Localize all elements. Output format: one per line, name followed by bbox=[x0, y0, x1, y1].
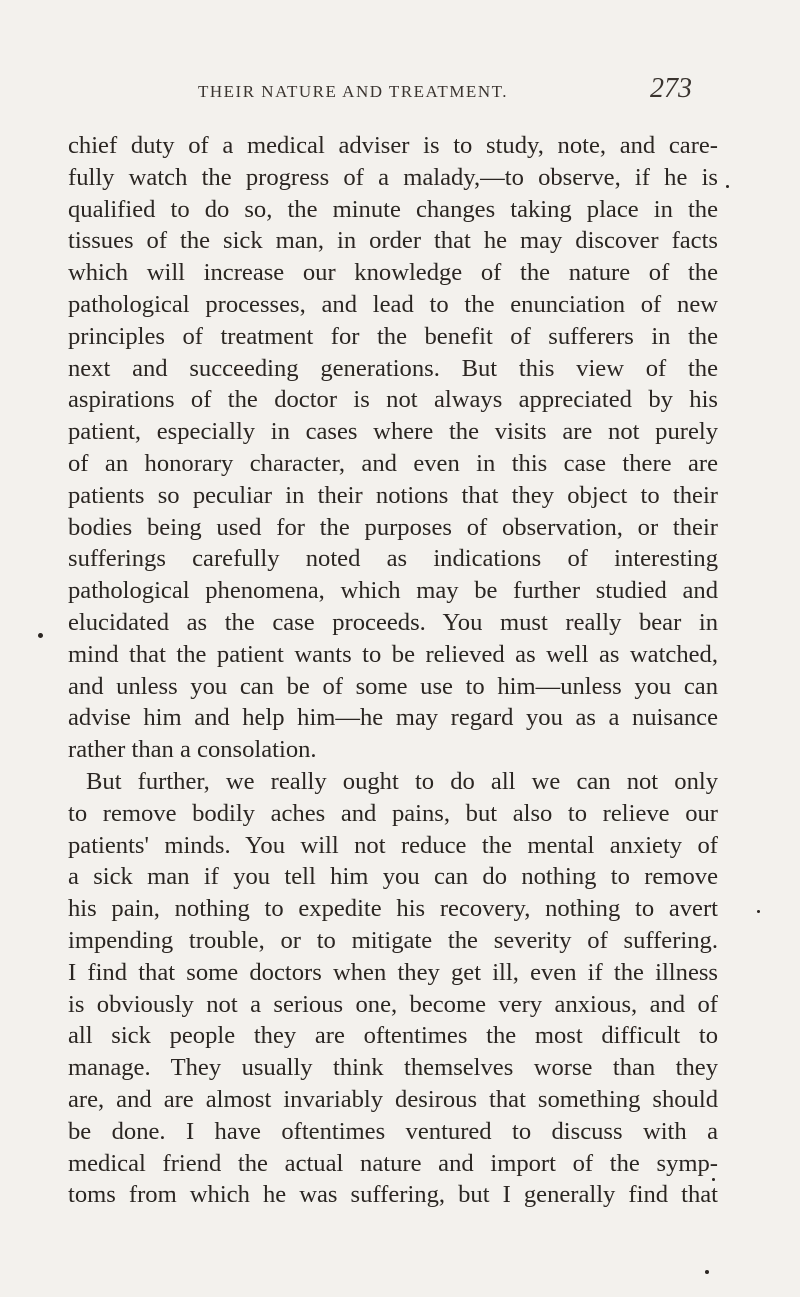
text-line: all sick people they are oftentimes the most difficult to bbox=[68, 1022, 718, 1050]
text-line: principles of treatment for the benefit of sufferers in the bbox=[68, 322, 718, 350]
paragraph-end-line: rather than a consolation. bbox=[68, 736, 317, 764]
text-line: pathological phenomena, which may be further studied and bbox=[68, 577, 718, 605]
text-line: tissues of the sick man, in order that he may discover facts bbox=[68, 227, 718, 255]
ink-speck bbox=[757, 910, 760, 913]
paragraph-start-line: But further, we really ought to do all we can not only bbox=[86, 767, 718, 795]
text-line: elucidated as the case proceeds. You must really bear in bbox=[68, 608, 718, 636]
ink-speck bbox=[38, 633, 43, 638]
text-line: his pain, nothing to expedite his recovery, nothing to avert bbox=[68, 895, 718, 923]
text-line: of an honorary character, and even in this case there are bbox=[68, 449, 718, 477]
text-line: impending trouble, or to mitigate the severity of suffering. bbox=[68, 926, 718, 954]
text-line: bodies being used for the purposes of observation, or their bbox=[68, 513, 718, 541]
text-line: next and succeeding generations. But this view of the bbox=[68, 354, 718, 382]
text-line: patient, especially in cases where the visits are not purely bbox=[68, 418, 718, 446]
page-number: 273 bbox=[650, 73, 692, 104]
text-line: patients so peculiar in their notions that they object to their bbox=[68, 481, 718, 509]
text-line: which will increase our knowledge of the nature of the bbox=[68, 259, 718, 287]
text-line: is obviously not a serious one, become very anxious, and of bbox=[68, 990, 718, 1018]
text-line: advise him and help him—he may regard you as a nuisance bbox=[68, 704, 718, 732]
text-line: aspirations of the doctor is not always appreciated by his bbox=[68, 386, 718, 414]
text-line: I find that some doctors when they get ill, even if the illness bbox=[68, 958, 718, 986]
text-line: are, and are almost invariably desirous that something should bbox=[68, 1085, 718, 1113]
text-line: be done. I have oftentimes ventured to discuss with a bbox=[68, 1117, 718, 1145]
text-line: sufferings carefully noted as indications of interesting bbox=[68, 545, 718, 573]
ink-speck bbox=[705, 1270, 709, 1274]
running-head: THEIR NATURE AND TREATMENT. bbox=[198, 82, 508, 101]
body-text bbox=[68, 130, 718, 1211]
text-line: to remove bodily aches and pains, but also to relieve our bbox=[68, 799, 718, 827]
ink-speck bbox=[726, 185, 729, 188]
ink-speck bbox=[712, 1178, 715, 1181]
text-line: and unless you can be of some use to him—unless you can bbox=[68, 672, 718, 700]
text-line: toms from which he was suffering, but I generally find that bbox=[68, 1181, 718, 1209]
text-line: a sick man if you tell him you can do nothing to remove bbox=[68, 863, 718, 891]
text-line: patients' minds. You will not reduce the mental anxiety of bbox=[68, 831, 718, 859]
text-line: fully watch the progress of a malady,—to observe, if he is bbox=[68, 163, 718, 191]
text-line: manage. They usually think themselves worse than they bbox=[68, 1054, 718, 1082]
text-line: pathological processes, and lead to the enunciation of new bbox=[68, 290, 718, 318]
text-line: mind that the patient wants to be relieved as well as watched, bbox=[68, 640, 718, 668]
text-line: chief duty of a medical adviser is to study, note, and care- bbox=[68, 132, 718, 159]
text-line: qualified to do so, the minute changes taking place in the bbox=[68, 195, 718, 223]
text-line: medical friend the actual nature and import of the symp- bbox=[68, 1149, 718, 1177]
